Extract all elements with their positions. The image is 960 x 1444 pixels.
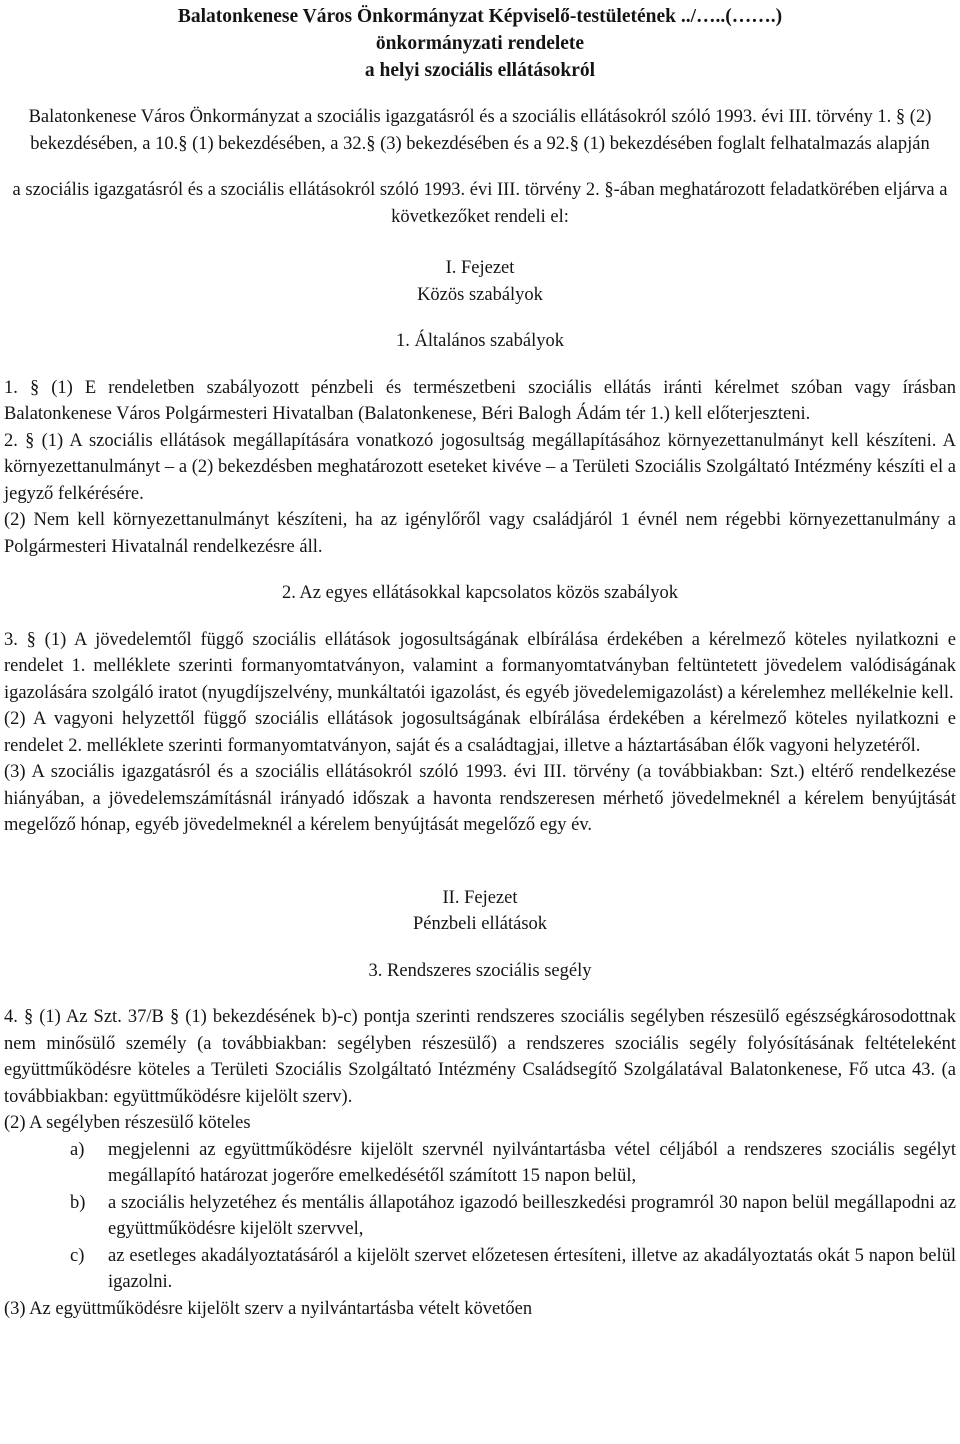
paragraph-3-1: 3. § (1) A jövedelemtől függő szociális ellátások jogosultságának elbírálása érdekében a kérelmező köteles nyilatkozni e rendelet 1. melléklete szerinti formanyomtatványon, valamint a formanyomtatványban feltüntetett jövedelem valódiságának igazolására szolgáló iratot (nyugdíjszelvény, munkáltatói igazolást, és egyéb jövedelemigazolást) a kérelemhez mellékelnie kell. [4,629,956,703]
document-title [4,0,956,84]
paragraph-3-3: (3) A szociális igazgatásról és a szociális ellátásokról szóló 1993. évi III. törvény (a továbbiakban: Szt.) eltérő rendelkezése hiányában, a jövedelemszámításnál irányadó időszak a havonta rendszeresen mérhető jövedelmeknél a kérelem benyújtását megelőző hónap, egyéb jövedelmeknél a kérelem benyújtását megelőző egy év. [4,762,956,835]
chapter-2-heading [4,885,956,938]
chapter-1-name: Közös szabályok [417,284,543,305]
chapter-1-heading [4,255,956,308]
title-line-2: önkormányzati rendelete [375,33,585,54]
paragraph-3-2: (2) A vagyoni helyzettől függő szociális ellátások jogosultságának elbírálása érdekében a kérelmező köteles nyilatkozni e rendelet 2. melléklete szerinti formanyomtatványon, saját és a családtagjai, illetve a háztartásában élők vagyoni helyzetéről. [4,709,956,756]
chapter-2-name: Pénzbeli ellátások [412,914,548,934]
paragraph-4-2-list [4,1137,956,1296]
paragraph-4-1: 4. § (1) Az Szt. 37/B § (1) bekezdésének b)-c) pontja szerinti rendszeres szociális segélyben részesülő egészségkárosodottnak nem minősülő személy (a továbbiakban: segélyben részesülő) a rendszeres szociális segély folyósításának feltételeként együttműködésre köteles a Területi Szociális Szolgáltató Intézmény Családsegítő Szolgálatával Balatonkenese, Fő utca 43. (a továbbiakban: együttműködésre kijelölt szerv). [4,1007,956,1107]
title-line-3: a helyi szociális ellátásokról [364,60,596,81]
list-item [4,1190,956,1243]
document-page [4,0,956,1322]
list-item [4,1243,956,1296]
list-item-text: megjelenni az együttműködésre kijelölt szervnél nyilvántartásba vétel céljából a rendszeres szociális segélyt megállapító határozat jogerőre emelkedésétől számított 15 napon belül, [108,1139,956,1186]
paragraph-2-1: 2. § (1) A szociális ellátások megállapítására vonatkozó jogosultság megállapításához környezettanulmányt kell készíteni. A környezettanulmányt – a (2) bekezdésben meghatározott eseteket kivéve – a Területi Szociális Szolgáltató Intézmény készíti el a jegyző felkérésére. [4,430,956,504]
list-item-text: az esetleges akadályoztatásáról a kijelölt szervet előzetesen értesíteni, illetve az akadályoztatás okát 5 napon belül igazolni. [108,1245,956,1292]
chapter-2-label: II. Fejezet [442,887,518,908]
paragraph-4-2: (2) A segélyben részesülő köteles [4,1113,251,1133]
list-item-marker: b) [70,1192,86,1213]
section-1-title: 1. Általános szabályok [396,331,564,351]
paragraph-2-2: (2) Nem kell környezettanulmányt készíteni, ha az igénylőről vagy családjáról 1 évnél nem régebbi környezettanulmány a Polgármesteri Hivatalnál rendelkezésre áll. [4,510,956,557]
paragraph-1: 1. § (1) E rendeletben szabályozott pénzbeli és természetbeni szociális ellátás iránti kérelmet szóban vagy írásban Balatonkenese Város Polgármesteri Hivatalban (Balatonkenese, Béri Balogh Ádám tér 1.) kell előterjeszteni. [4,377,956,424]
section-3-title: 3. Rendszeres szociális segély [368,960,592,981]
chapter-1-label: I. Fejezet [445,258,515,278]
preamble-enactment: a szociális igazgatásról és a szociális ellátásokról szóló 1993. évi III. törvény 2. §-ában meghatározott feladatkörében eljárva a következőket rendeli el: [12,180,948,227]
title-line-1: Balatonkenese Város Önkormányzat Képviselő-testületének ../…..(…….) [177,6,783,27]
list-item-marker: c) [70,1245,85,1266]
list-item-text: a szociális helyzetéhez és mentális állapotához igazodó beilleszkedési programról 30 napon belül megállapodni az együttműködésre kijelölt szervvel, [108,1192,956,1239]
preamble-authorization: Balatonkenese Város Önkormányzat a szociális igazgatásról és a szociális ellátásokról szóló 1993. évi III. törvény 1. § (2) bekezdésében, a 10.§ (1) bekezdésében, a 32.§ (3) bekezdésében és a 92.§ (1) bekezdésében foglalt felhatalmazás alapján [28,107,932,154]
list-item-marker: a) [70,1139,85,1160]
list-item [4,1137,956,1190]
paragraph-4-3: (3) Az együttműködésre kijelölt szerv a nyilvántartásba vételt követően [4,1298,533,1319]
section-2-title: 2. Az egyes ellátásokkal kapcsolatos közös szabályok [281,583,679,603]
